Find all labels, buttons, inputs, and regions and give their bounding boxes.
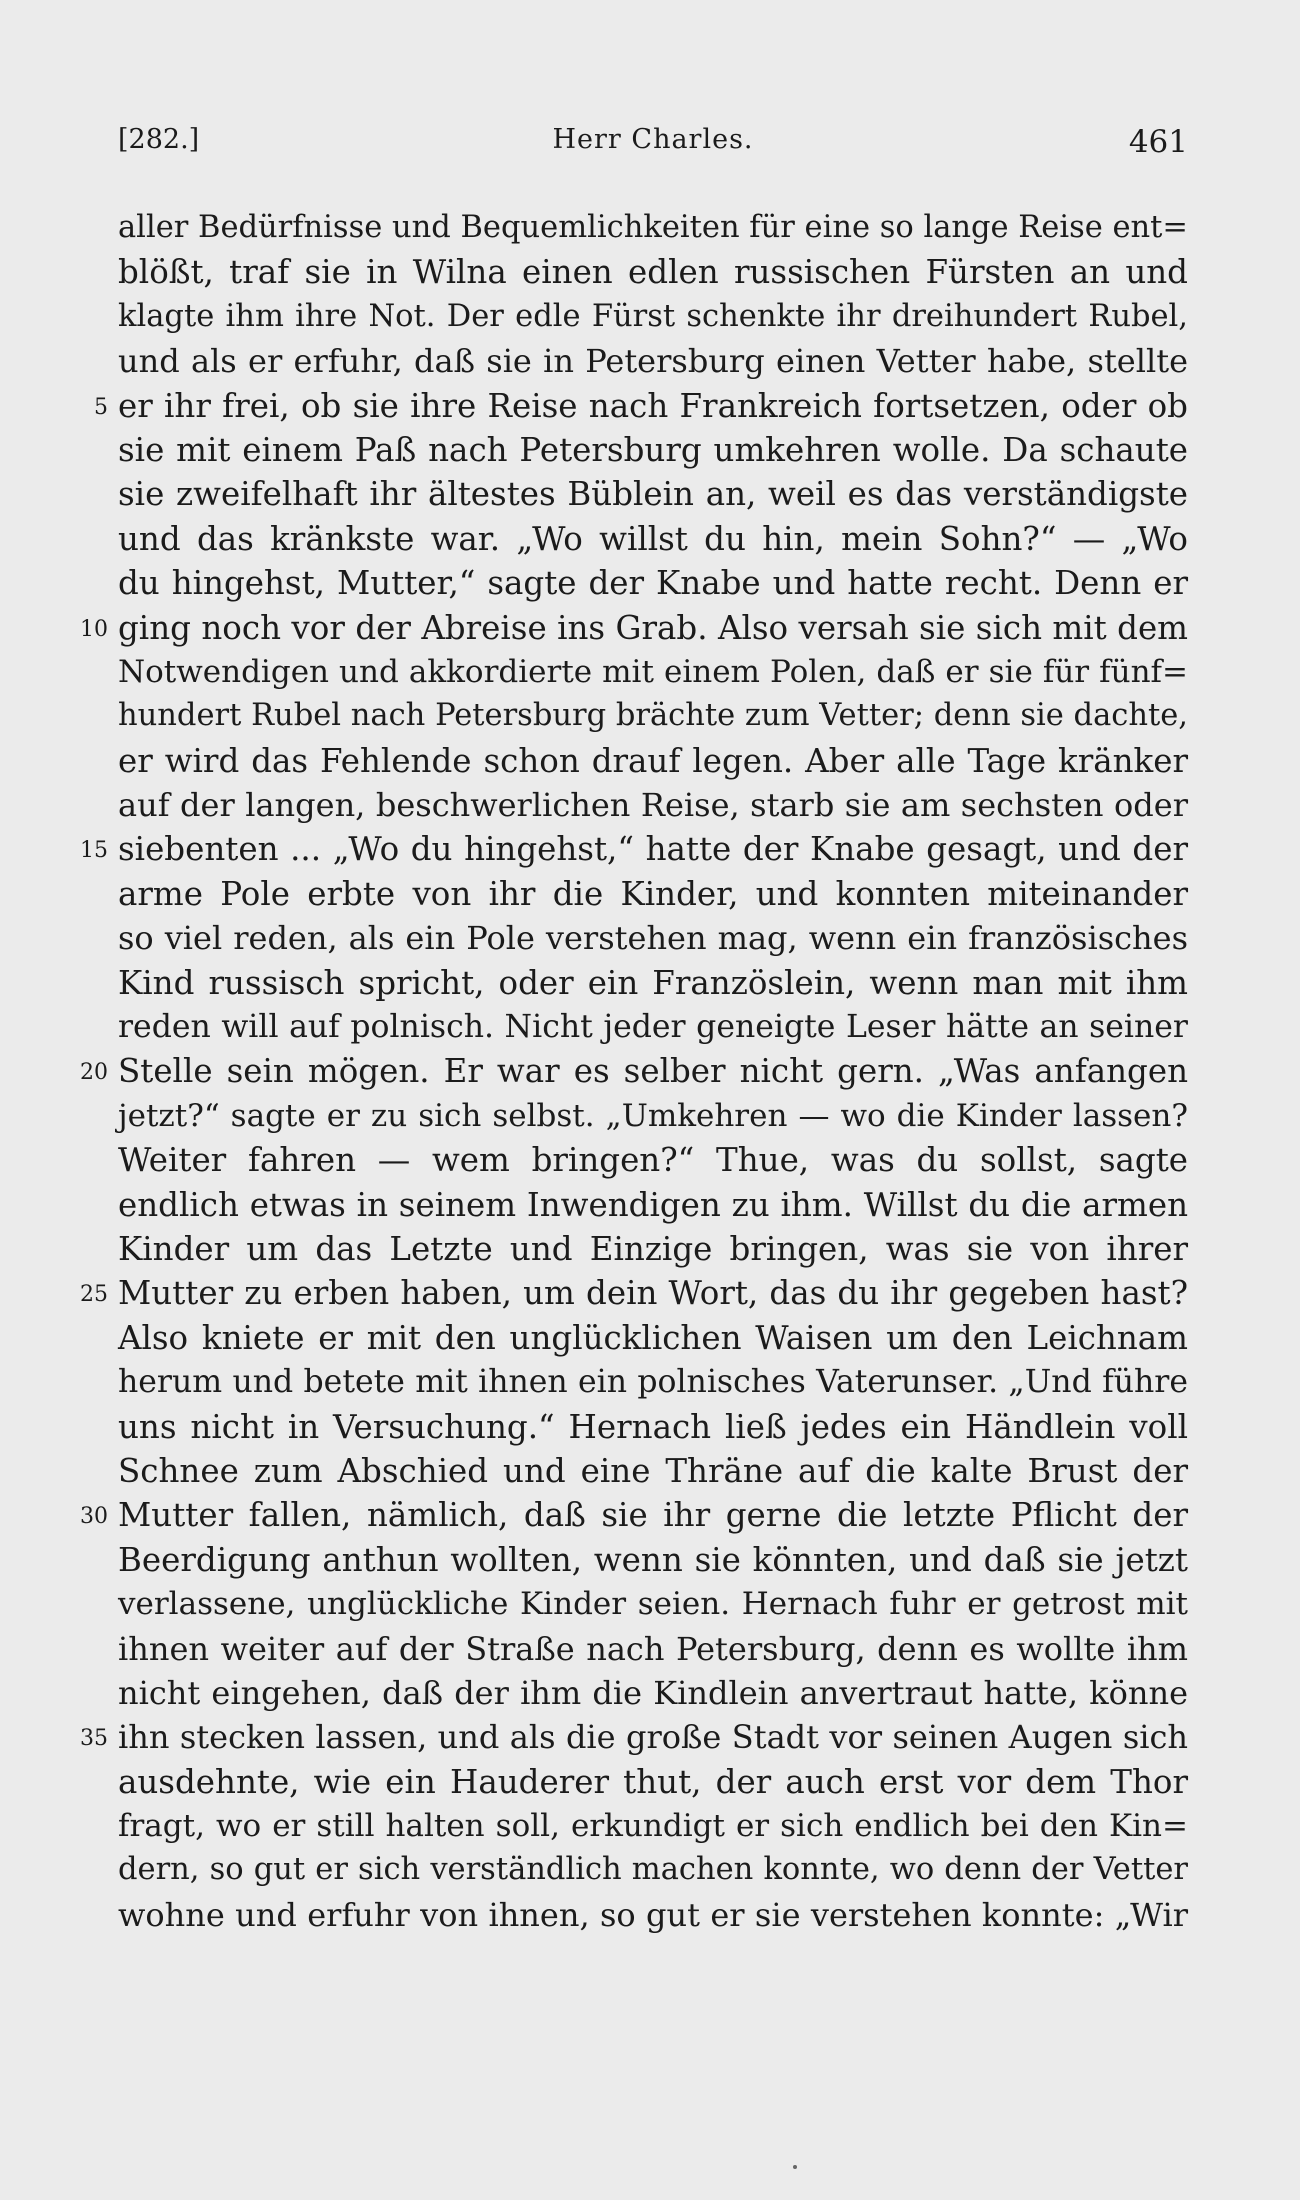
text-line: [118, 472, 1188, 516]
line-text: dern, so gut er sich verständlich machen konnte, wo denn der Vetter: [118, 1852, 1188, 1888]
running-title: Herr Charles.: [552, 124, 754, 155]
text-line: [80, 1049, 1188, 1093]
line-text: arme Pole erbte von ihr die Kinder, und konnten miteinander: [118, 874, 1188, 913]
text-line: [118, 694, 1188, 738]
text-line: [118, 916, 1188, 960]
line-text: Stelle sein mögen. Er war es selber nicht gern. „Was anfangen: [118, 1052, 1188, 1091]
line-text: ihnen weiter auf der Straße nach Petersburg, denn es wollte ihm: [118, 1629, 1188, 1668]
line-text: wohne und erfuhr von ihnen, so gut er sie verstehen konnte: „Wir: [118, 1895, 1188, 1934]
text-line: [118, 961, 1188, 1005]
text-line: [118, 872, 1188, 916]
line-text: Beerdigung anthun wollten, wenn sie könnten, und daß sie jetzt: [118, 1540, 1188, 1579]
line-text: Schnee zum Abschied und eine Thräne auf die kalte Brust der: [118, 1451, 1188, 1490]
text-line: [118, 1893, 1188, 1937]
text-line: [118, 250, 1188, 294]
line-text: klagte ihm ihre Not. Der edle Fürst schenkte ihr dreihundert Rubel,: [118, 298, 1188, 334]
line-text: ihn stecken lassen, und als die große Stadt vor seinen Augen sich: [118, 1718, 1188, 1757]
text-line: [118, 561, 1188, 605]
line-text: Mutter zu erben haben, um dein Wort, das du ihr gegeben hast?: [118, 1274, 1188, 1313]
text-line: [94, 384, 1188, 428]
line-number: 5: [94, 394, 108, 420]
line-text: Mutter fallen, nämlich, daß sie ihr gerne die letzte Pflicht der: [118, 1496, 1188, 1535]
body-text: [80, 206, 1188, 1937]
text-line: [118, 1848, 1188, 1892]
text-line: [118, 517, 1188, 561]
text-line: [118, 1138, 1188, 1182]
text-line: [118, 1183, 1188, 1227]
text-line: [118, 1449, 1188, 1493]
text-line: [118, 1094, 1188, 1138]
line-text: sie mit einem Paß nach Petersburg umkehren wolle. Da schaute: [118, 430, 1188, 469]
page-header: [118, 124, 1188, 164]
text-line: [118, 428, 1188, 472]
line-text: so viel reden, als ein Pole verstehen mag, wenn ein französisches: [118, 919, 1188, 958]
line-text: uns nicht in Versuchung.“ Hernach ließ jedes ein Händlein voll: [118, 1407, 1188, 1446]
line-text: blößt, traf sie in Wilna einen edlen russischen Fürsten an und: [118, 253, 1188, 292]
print-speck: [793, 2165, 797, 2169]
text-line: [80, 827, 1188, 871]
line-text: Kind russisch spricht, oder ein Französlein, wenn man mit ihm: [118, 963, 1188, 1002]
page-number: 461: [1128, 124, 1188, 160]
line-text: und als er erfuhr, daß sie in Petersburg einen Vetter habe, stellte: [118, 342, 1188, 381]
line-number: 15: [80, 838, 108, 864]
line-text: und das kränkste war. „Wo willst du hin, mein Sohn?“ — „Wo: [118, 519, 1188, 558]
line-text: hundert Rubel nach Petersburg brächte zum Vetter; denn sie dachte,: [118, 698, 1188, 734]
line-number: 30: [80, 1504, 108, 1530]
text-line: [118, 1316, 1188, 1360]
text-line: [118, 339, 1188, 383]
line-number: 25: [80, 1282, 108, 1308]
text-line: [118, 1582, 1188, 1626]
line-text: siebenten ... „Wo du hingehst,“ hatte der Knabe gesagt, und der: [118, 830, 1188, 869]
text-line: [118, 206, 1188, 250]
line-text: fragt, wo er still halten soll, erkundigt er sich endlich bei den Kin=: [118, 1808, 1188, 1845]
line-text: Notwendigen und akkordierte mit einem Polen, daß er sie für fünf=: [118, 653, 1188, 690]
text-line: [118, 1671, 1188, 1715]
text-line: [118, 1360, 1188, 1404]
text-line: [80, 1271, 1188, 1315]
line-text: ging noch vor der Abreise ins Grab. Also versah sie sich mit dem: [118, 608, 1188, 647]
text-line: [118, 1760, 1188, 1804]
line-text: Also kniete er mit den unglücklichen Waisen um den Leichnam: [118, 1318, 1188, 1357]
text-line: [118, 1627, 1188, 1671]
text-line: [80, 606, 1188, 650]
text-line: [118, 1804, 1188, 1848]
line-number: 20: [80, 1060, 108, 1086]
line-text: herum und betete mit ihnen ein polnisches Vaterunser. „Und führe: [118, 1364, 1188, 1401]
line-text: nicht eingehen, daß der ihm die Kindlein anvertraut hatte, könne: [118, 1673, 1188, 1712]
line-text: sie zweifelhaft ihr ältestes Büblein an, weil es das verständigste: [118, 475, 1188, 514]
text-line: [118, 783, 1188, 827]
line-number: 10: [80, 616, 108, 642]
text-line: [118, 1005, 1188, 1049]
text-line: [118, 295, 1188, 339]
text-line: [80, 1493, 1188, 1537]
line-text: er wird das Fehlende schon drauf legen. Aber alle Tage kränker: [118, 741, 1188, 780]
line-text: auf der langen, beschwerlichen Reise, starb sie am sechsten oder: [118, 786, 1188, 825]
text-line: [118, 1227, 1188, 1271]
line-text: er ihr frei, ob sie ihre Reise nach Frankreich fortsetzen, oder ob: [118, 386, 1188, 425]
line-text: du hingehst, Mutter,“ sagte der Knabe und hatte recht. Denn er: [118, 564, 1188, 603]
text-line: [80, 1715, 1188, 1759]
line-number: 35: [80, 1726, 108, 1752]
line-text: Weiter fahren — wem bringen?“ Thue, was du sollst, sagte: [118, 1141, 1188, 1180]
line-text: endlich etwas in seinem Inwendigen zu ihm. Willst du die armen: [118, 1185, 1188, 1224]
line-text: reden will auf polnisch. Nicht jeder geneigte Leser hätte an seiner: [118, 1009, 1188, 1046]
line-text: Kinder um das Letzte und Einzige bringen, was sie von ihrer: [118, 1229, 1188, 1268]
line-text: verlassene, unglückliche Kinder seien. Hernach fuhr er getrost mit: [118, 1586, 1188, 1623]
page-reference: [282.]: [118, 124, 200, 155]
text-line: [118, 1538, 1188, 1582]
text-line: [118, 1405, 1188, 1449]
line-text: aller Bedürfnisse und Bequemlichkeiten für eine so lange Reise ent=: [118, 210, 1188, 245]
line-text: ausdehnte, wie ein Hauderer thut, der auch erst vor dem Thor: [118, 1762, 1188, 1801]
line-text: jetzt?“ sagte er zu sich selbst. „Umkehren — wo die Kinder lassen?: [118, 1097, 1188, 1134]
text-line: [118, 739, 1188, 783]
text-line: [118, 650, 1188, 694]
